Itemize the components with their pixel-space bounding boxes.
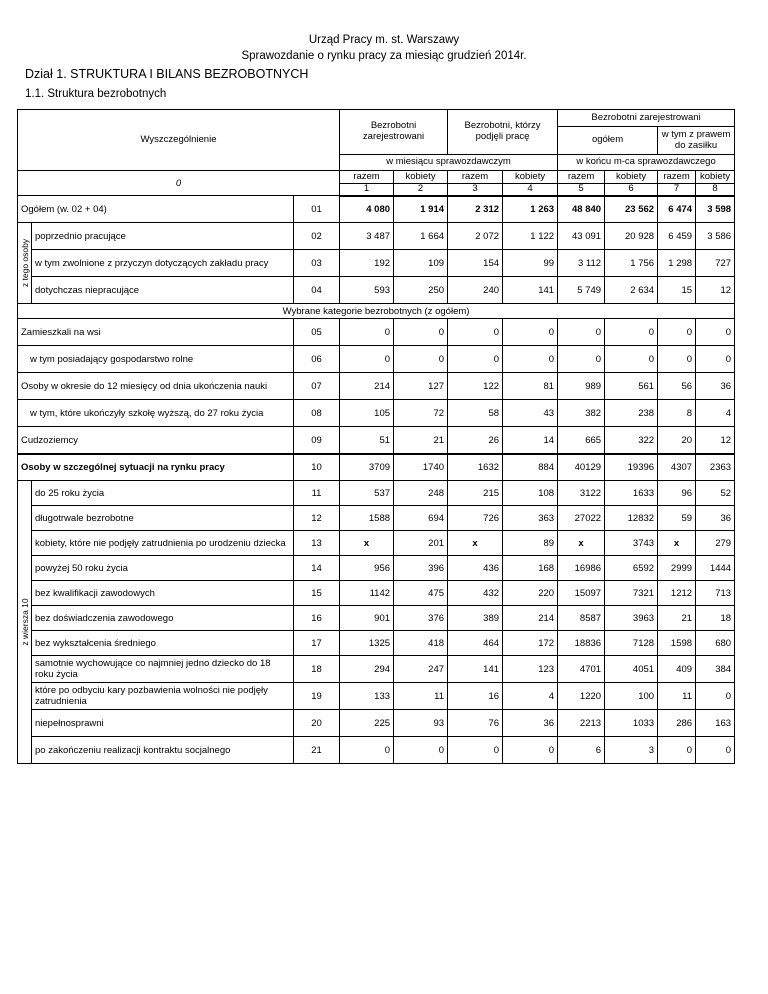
cell: 16 xyxy=(448,683,503,710)
cell: 0 xyxy=(558,346,605,373)
cell: 20 928 xyxy=(605,223,658,250)
row-label: powyżej 50 roku życia xyxy=(32,556,294,581)
cell: 1212 xyxy=(658,581,696,606)
table-row xyxy=(18,656,735,683)
cell: 11 xyxy=(658,683,696,710)
column-number: 2 xyxy=(394,184,448,196)
row-label: które po odbyciu kary pozbawienia wolności nie podjęły zatrudnienia xyxy=(32,683,294,710)
cell: 26 xyxy=(448,427,503,454)
column-number: 7 xyxy=(658,184,696,196)
cell: 0 xyxy=(340,737,394,764)
cell: 0 xyxy=(340,346,394,373)
cell: 0 xyxy=(394,737,448,764)
cell: 1 298 xyxy=(658,250,696,277)
column-number: 4 xyxy=(503,184,558,196)
cell: 418 xyxy=(394,631,448,656)
cell: 409 xyxy=(658,656,696,683)
cell: 168 xyxy=(503,556,558,581)
cell: 2 312 xyxy=(448,196,503,223)
cell: 43 xyxy=(503,400,558,427)
row-code: 07 xyxy=(294,373,340,400)
cell: 436 xyxy=(448,556,503,581)
table-row xyxy=(18,373,735,400)
column-header-benefit: w tym z prawem do zasiłku xyxy=(658,127,735,155)
row-label: w tym zwolnione z przyczyn dotyczących zakładu pracy xyxy=(32,250,294,277)
table-row xyxy=(18,196,735,223)
cell: x xyxy=(658,531,696,556)
column-header-description: Wyszczególnienie xyxy=(18,110,340,171)
row-label: bez wykształcenia średniego xyxy=(32,631,294,656)
cell: 1142 xyxy=(340,581,394,606)
structure-table xyxy=(17,109,735,764)
cell: 0 xyxy=(658,737,696,764)
cell: 7321 xyxy=(605,581,658,606)
row-label: bez doświadczenia zawodowego xyxy=(32,606,294,631)
cell: 19396 xyxy=(605,454,658,481)
cell: 6592 xyxy=(605,556,658,581)
row-label: do 25 roku życia xyxy=(32,481,294,506)
cell: 1588 xyxy=(340,506,394,531)
row-code: 11 xyxy=(294,481,340,506)
cell: 389 xyxy=(448,606,503,631)
cell: 1598 xyxy=(658,631,696,656)
organization-title: Urząd Pracy m. st. Warszawy xyxy=(308,34,460,46)
cell: 537 xyxy=(340,481,394,506)
cell: 2213 xyxy=(558,710,605,737)
cell: 376 xyxy=(394,606,448,631)
row-code: 06 xyxy=(294,346,340,373)
cell: 901 xyxy=(340,606,394,631)
row-code: 19 xyxy=(294,683,340,710)
cell: 36 xyxy=(503,710,558,737)
row-label: dotychczas niepracujące xyxy=(32,277,294,304)
cell: 726 xyxy=(448,506,503,531)
sub-header: kobiety xyxy=(696,171,735,184)
cell: 561 xyxy=(605,373,658,400)
cell: 215 xyxy=(448,481,503,506)
cell: 48 840 xyxy=(558,196,605,223)
table-row xyxy=(18,710,735,737)
cell: 76 xyxy=(448,710,503,737)
cell: 15 xyxy=(658,277,696,304)
cell: 105 xyxy=(340,400,394,427)
row-label: w tym posiadający gospodarstwo rolne xyxy=(18,346,294,373)
sub-header: razem xyxy=(658,171,696,184)
cell: 16986 xyxy=(558,556,605,581)
cell: 11 xyxy=(394,683,448,710)
table-row xyxy=(18,454,735,481)
cell: 201 xyxy=(394,531,448,556)
table-row xyxy=(18,250,735,277)
table-row xyxy=(18,400,735,427)
cell: 0 xyxy=(394,346,448,373)
table-row xyxy=(18,427,735,454)
cell: 6 xyxy=(558,737,605,764)
row-label: Osoby w szczególnej sytuacji na rynku pracy xyxy=(18,454,294,481)
cell: 1632 xyxy=(448,454,503,481)
column-header-total: ogółem xyxy=(558,127,658,155)
table-row xyxy=(18,481,735,506)
cell: 141 xyxy=(448,656,503,683)
cell: 240 xyxy=(448,277,503,304)
cell: 0 xyxy=(448,737,503,764)
cell: 1 122 xyxy=(503,223,558,250)
cell: 36 xyxy=(696,506,735,531)
cell: 1325 xyxy=(340,631,394,656)
cell: 56 xyxy=(658,373,696,400)
cell: 59 xyxy=(658,506,696,531)
column-number: 1 xyxy=(340,184,394,196)
cell: 694 xyxy=(394,506,448,531)
cell: 238 xyxy=(605,400,658,427)
cell: 214 xyxy=(503,606,558,631)
cell: 214 xyxy=(340,373,394,400)
cell: 163 xyxy=(696,710,735,737)
row-code: 21 xyxy=(294,737,340,764)
cell: 4 xyxy=(503,683,558,710)
row-code: 02 xyxy=(294,223,340,250)
cell: 0 xyxy=(394,319,448,346)
row-label: samotnie wychowujące co najmniej jedno dziecko do 18 roku życia xyxy=(32,656,294,683)
report-title: Sprawozdanie o rynku pracy za miesiąc grudzień 2014r. xyxy=(241,50,527,62)
cell: 3 112 xyxy=(558,250,605,277)
cell: 432 xyxy=(448,581,503,606)
cell: 133 xyxy=(340,683,394,710)
cell: 3 586 xyxy=(696,223,735,250)
cell: 4 080 xyxy=(340,196,394,223)
table-row xyxy=(18,556,735,581)
cell: 1220 xyxy=(558,683,605,710)
row-label: niepełnosprawni xyxy=(32,710,294,737)
cell: 247 xyxy=(394,656,448,683)
cell: 294 xyxy=(340,656,394,683)
cell: 713 xyxy=(696,581,735,606)
row-code: 05 xyxy=(294,319,340,346)
cell: 127 xyxy=(394,373,448,400)
cell: 0 xyxy=(658,319,696,346)
cell: 989 xyxy=(558,373,605,400)
cell: 4701 xyxy=(558,656,605,683)
cell: 58 xyxy=(448,400,503,427)
row-code: 09 xyxy=(294,427,340,454)
cell: 0 xyxy=(605,346,658,373)
column-header-registered-end: Bezrobotni zarejestrowani xyxy=(558,110,735,127)
cell: 99 xyxy=(503,250,558,277)
cell: 81 xyxy=(503,373,558,400)
cell: 286 xyxy=(658,710,696,737)
sub-header: razem xyxy=(340,171,394,184)
table-row xyxy=(18,737,735,764)
cell: 1 756 xyxy=(605,250,658,277)
cell: 52 xyxy=(696,481,735,506)
row-label: Ogółem (w. 02 + 04) xyxy=(18,196,294,223)
cell: 884 xyxy=(503,454,558,481)
sub-header: kobiety xyxy=(605,171,658,184)
cell: x xyxy=(340,531,394,556)
cell: 0 xyxy=(605,319,658,346)
row-code: 14 xyxy=(294,556,340,581)
table-row xyxy=(18,606,735,631)
table-row xyxy=(18,277,735,304)
cell: 363 xyxy=(503,506,558,531)
cell: 0 xyxy=(658,346,696,373)
row-code: 12 xyxy=(294,506,340,531)
cell: 89 xyxy=(503,531,558,556)
sub-header: kobiety xyxy=(503,171,558,184)
column-number: 8 xyxy=(696,184,735,196)
cell: 4307 xyxy=(658,454,696,481)
side-label-z-wiersza-10: z wiersza 10 xyxy=(18,481,32,764)
cell: 154 xyxy=(448,250,503,277)
row-code: 13 xyxy=(294,531,340,556)
cell: 220 xyxy=(503,581,558,606)
cell: 2 072 xyxy=(448,223,503,250)
cell: 665 xyxy=(558,427,605,454)
cell: 72 xyxy=(394,400,448,427)
cell: 0 xyxy=(558,319,605,346)
table-row xyxy=(18,319,735,346)
cell: 956 xyxy=(340,556,394,581)
row-label: poprzednio pracujące xyxy=(32,223,294,250)
row-label: Zamieszkali na wsi xyxy=(18,319,294,346)
row-label: długotrwale bezrobotne xyxy=(32,506,294,531)
column-number: 6 xyxy=(605,184,658,196)
cell: 0 xyxy=(448,346,503,373)
table-row xyxy=(18,506,735,531)
cell: 27022 xyxy=(558,506,605,531)
cell: 8 xyxy=(658,400,696,427)
cell: 1033 xyxy=(605,710,658,737)
cell: 23 562 xyxy=(605,196,658,223)
cell: 1 263 xyxy=(503,196,558,223)
cell: 0 xyxy=(503,346,558,373)
cell: 384 xyxy=(696,656,735,683)
cell: 396 xyxy=(394,556,448,581)
subsection-title: 1.1. Struktura bezrobotnych xyxy=(25,88,167,100)
column-header-employed: Bezrobotni, którzy podjęli pracę xyxy=(448,110,558,155)
cell: 1 664 xyxy=(394,223,448,250)
cell: 0 xyxy=(448,319,503,346)
cell: 0 xyxy=(696,683,735,710)
row-label: Osoby w okresie do 12 miesięcy od dnia ukończenia nauki xyxy=(18,373,294,400)
row-code: 10 xyxy=(294,454,340,481)
side-label-z-tego-osoby: z tego osoby xyxy=(18,223,32,304)
row-label: bez kwalifikacji zawodowych xyxy=(32,581,294,606)
cell: 3743 xyxy=(605,531,658,556)
row-code: 20 xyxy=(294,710,340,737)
cell: 279 xyxy=(696,531,735,556)
cell: 8587 xyxy=(558,606,605,631)
cell: 2363 xyxy=(696,454,735,481)
cell: 12 xyxy=(696,277,735,304)
column-header-registered: Bezrobotni zarejestrowani xyxy=(340,110,448,155)
cell: 3 598 xyxy=(696,196,735,223)
cell: 2999 xyxy=(658,556,696,581)
cell: x xyxy=(448,531,503,556)
cell: 40129 xyxy=(558,454,605,481)
cell: 100 xyxy=(605,683,658,710)
cell: 20 xyxy=(658,427,696,454)
cell: 172 xyxy=(503,631,558,656)
period-header-month: w miesiącu sprawozdawczym xyxy=(340,155,558,171)
cell: 0 xyxy=(696,737,735,764)
cell: 0 xyxy=(503,319,558,346)
cell: 6 474 xyxy=(658,196,696,223)
cell: 2 634 xyxy=(605,277,658,304)
row-code: 15 xyxy=(294,581,340,606)
cell: 12832 xyxy=(605,506,658,531)
table-row xyxy=(18,346,735,373)
cell: 96 xyxy=(658,481,696,506)
cell: 0 xyxy=(696,346,735,373)
cell: 108 xyxy=(503,481,558,506)
cell: 43 091 xyxy=(558,223,605,250)
cell: 6 459 xyxy=(658,223,696,250)
row-label: w tym, które ukończyły szkołę wyższą, do 27 roku życia xyxy=(18,400,294,427)
row-code: 03 xyxy=(294,250,340,277)
cell: 15097 xyxy=(558,581,605,606)
sub-header: kobiety xyxy=(394,171,448,184)
cell: 1740 xyxy=(394,454,448,481)
cell: 3122 xyxy=(558,481,605,506)
cell: 141 xyxy=(503,277,558,304)
cell: 12 xyxy=(696,427,735,454)
cell: 123 xyxy=(503,656,558,683)
column-number: 3 xyxy=(448,184,503,196)
cell: 680 xyxy=(696,631,735,656)
period-header-end: w końcu m-ca sprawozdawczego xyxy=(558,155,735,171)
cell: 0 xyxy=(340,319,394,346)
cell: 1 914 xyxy=(394,196,448,223)
row-label: po zakończeniu realizacji kontraktu socjalnego xyxy=(32,737,294,764)
cell: 51 xyxy=(340,427,394,454)
sub-header: razem xyxy=(558,171,605,184)
cell: 7128 xyxy=(605,631,658,656)
cell: 3 xyxy=(605,737,658,764)
cell: 1444 xyxy=(696,556,735,581)
sub-header: razem xyxy=(448,171,503,184)
table-row xyxy=(18,531,735,556)
cell: 21 xyxy=(658,606,696,631)
row-code: 04 xyxy=(294,277,340,304)
cell: 109 xyxy=(394,250,448,277)
cell: 248 xyxy=(394,481,448,506)
cell: 3963 xyxy=(605,606,658,631)
table-row xyxy=(18,581,735,606)
cell: 93 xyxy=(394,710,448,737)
section-title: Dział 1. STRUKTURA I BILANS BEZROBOTNYCH xyxy=(25,67,309,81)
table-row xyxy=(18,223,735,250)
cell: x xyxy=(558,531,605,556)
cell: 0 xyxy=(503,737,558,764)
cell: 122 xyxy=(448,373,503,400)
cell: 36 xyxy=(696,373,735,400)
cell: 4 xyxy=(696,400,735,427)
row-code: 01 xyxy=(294,196,340,223)
cell: 464 xyxy=(448,631,503,656)
cell: 727 xyxy=(696,250,735,277)
cell: 1633 xyxy=(605,481,658,506)
table-row xyxy=(18,683,735,710)
cell: 382 xyxy=(558,400,605,427)
cell: 0 xyxy=(696,319,735,346)
cell: 14 xyxy=(503,427,558,454)
cell: 475 xyxy=(394,581,448,606)
cell: 322 xyxy=(605,427,658,454)
cell: 18 xyxy=(696,606,735,631)
row-code: 08 xyxy=(294,400,340,427)
column-number: 5 xyxy=(558,184,605,196)
cell: 225 xyxy=(340,710,394,737)
row-code: 16 xyxy=(294,606,340,631)
cell: 3 487 xyxy=(340,223,394,250)
cell: 3709 xyxy=(340,454,394,481)
row-code: 18 xyxy=(294,656,340,683)
cell: 18836 xyxy=(558,631,605,656)
row-label: kobiety, które nie podjęły zatrudnienia po urodzeniu dziecka xyxy=(32,531,294,556)
cell: 192 xyxy=(340,250,394,277)
cell: 250 xyxy=(394,277,448,304)
cell: 4051 xyxy=(605,656,658,683)
table-row xyxy=(18,631,735,656)
column-number-0: 0 xyxy=(18,171,340,196)
row-label: Cudzoziemcy xyxy=(18,427,294,454)
cell: 5 749 xyxy=(558,277,605,304)
cell: 593 xyxy=(340,277,394,304)
cell: 21 xyxy=(394,427,448,454)
section-label: Wybrane kategorie bezrobotnych (z ogółem) xyxy=(18,304,735,319)
row-code: 17 xyxy=(294,631,340,656)
